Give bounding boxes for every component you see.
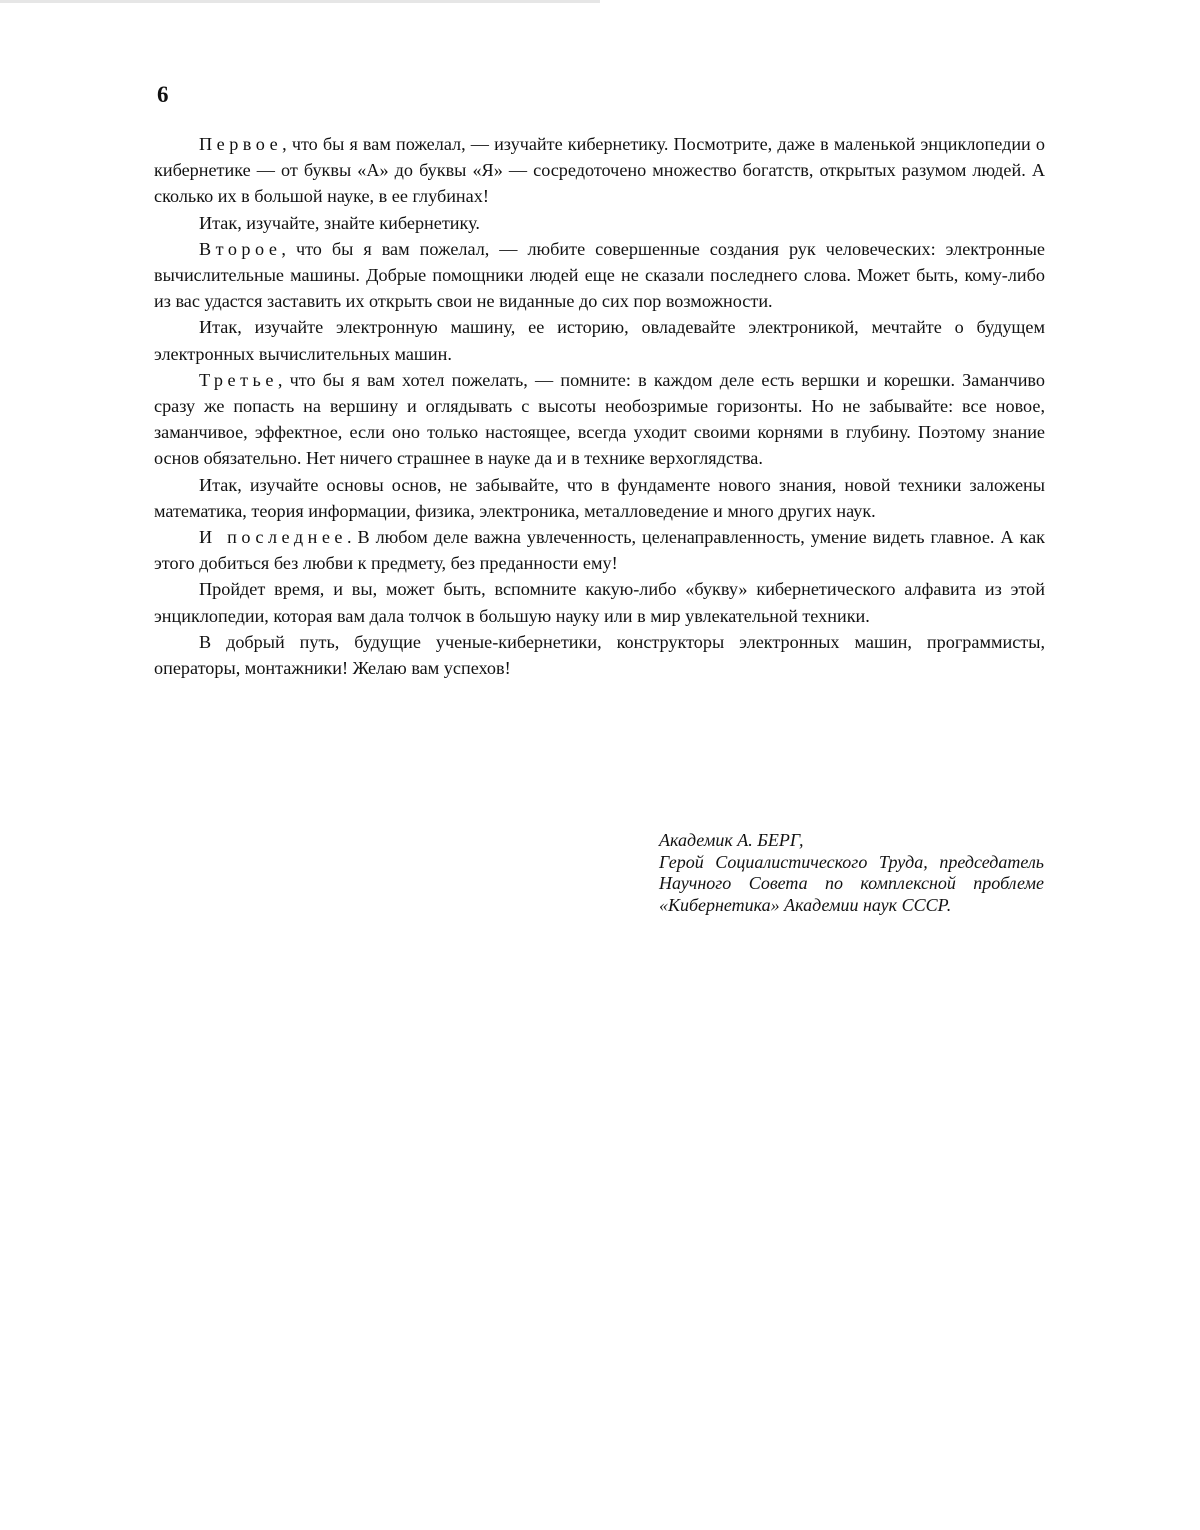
top-scan-rule bbox=[0, 0, 600, 3]
paragraph-text: , что бы я вам хотел пожелать, — помните: в каждом деле есть вершки и корешки. Заманчиво сразу же попасть на вершину и оглядывать с высоты необозримые горизонты. Но не забывайте: все новое, заманчивое, эффектное, если оно только настоящее, всегда уходит своими корнями в глубину. Поэтому знание основ обязательно. Нет ничего страшнее в науке да и в технике верхоглядства. bbox=[154, 369, 1045, 469]
paragraph-2 bbox=[154, 210, 1045, 236]
paragraph-text: , что бы я вам пожелал, — изучайте кибернетику. Посмотрите, даже в маленькой энциклопедии о кибернетике — от буквы «А» до буквы «Я» — сосредоточено множество богатств, открытых разумом людей. А сколько их в большой науке, в ее глубинах! bbox=[154, 134, 1045, 207]
paragraph-text: В добрый путь, будущие ученые-кибернетики, конструкторы электронных машин, программисты, операторы, монтажники! Желаю вам успехов! bbox=[154, 631, 1045, 679]
paragraph-5 bbox=[154, 367, 1045, 472]
paragraph-text: , что бы я вам пожелал, — любите совершенные создания рук человеческих: электронные вычислительные машины. Добрые помощники людей еще не сказали последнего слова. Может быть, кому-либо из вас удастся заставить их открыть свои не виданные до сих пор возможности. bbox=[154, 238, 1045, 312]
paragraph-4 bbox=[154, 314, 1045, 366]
paragraph-lead: Третье bbox=[199, 369, 278, 390]
paragraph-lead: Второе bbox=[199, 238, 282, 259]
paragraph-8 bbox=[154, 576, 1045, 628]
paragraph-6 bbox=[154, 472, 1045, 524]
paragraph-text: Итак, изучайте электронную машину, ее историю, овладевайте электроникой, мечтайте о будущем электронных вычислительных машин. bbox=[154, 317, 1045, 364]
signature-block bbox=[659, 830, 1044, 916]
paragraph-9 bbox=[154, 629, 1045, 681]
paragraph-text: Итак, изучайте, знайте кибернетику. bbox=[199, 212, 480, 233]
paragraph-lead: Первое bbox=[199, 134, 283, 154]
paragraph-1 bbox=[154, 131, 1045, 210]
page-number: 6 bbox=[157, 82, 169, 107]
body-text bbox=[154, 131, 1045, 681]
paragraph-3 bbox=[154, 236, 1045, 315]
paragraph-text: Пройдет время, и вы, может быть, вспомните какую-либо «букву» кибернетического алфавита из этой энциклопедии, которая вам дала толчок в большую науку или в мир увлекательной техники. bbox=[154, 579, 1045, 626]
paragraph-text: . В любом деле важна увлеченность, целенаправленность, умение видеть главное. А как этого добиться без любви к предмету, без преданности ему! bbox=[154, 527, 1045, 574]
signature-name: Академик А. БЕРГ, bbox=[659, 830, 804, 850]
paragraph-7 bbox=[154, 524, 1045, 576]
signature-title: Герой Социалистического Труда, председатель Научного Совета по комплексной проблеме «Кибернетика» Академии наук СССР. bbox=[659, 851, 1044, 915]
paragraph-lead: И последнее bbox=[199, 527, 347, 548]
paragraph-text: Итак, изучайте основы основ, не забывайте, что в фундаменте нового знания, новой техники заложены математика, теория информации, физика, электроника, металловедение и много других наук. bbox=[154, 474, 1045, 521]
